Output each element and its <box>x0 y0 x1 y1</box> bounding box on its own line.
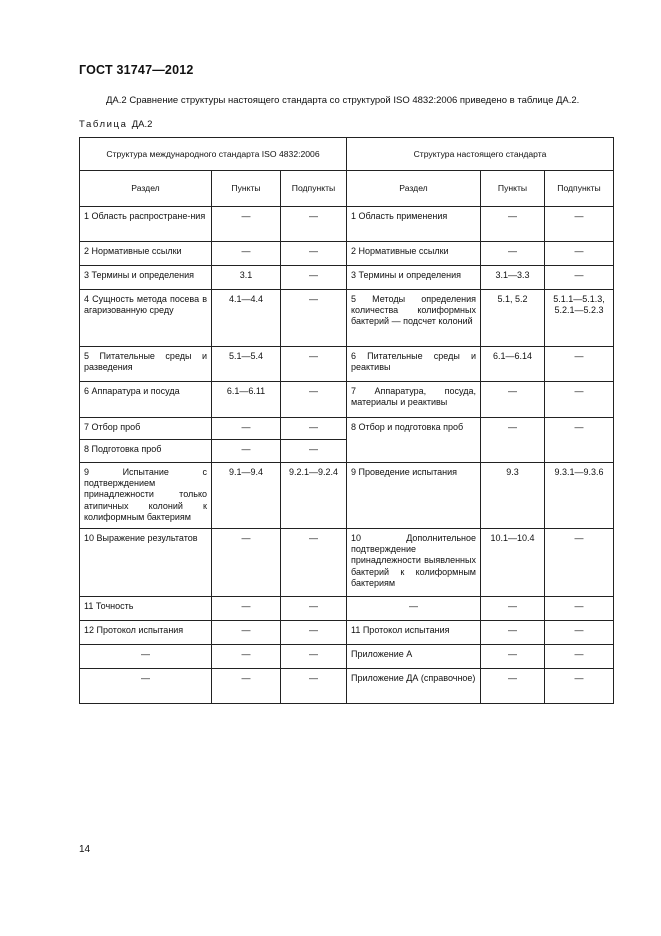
table-row <box>80 347 614 382</box>
table-row <box>80 645 614 669</box>
table-row <box>80 382 614 418</box>
col-header-gost-section: Раздел <box>347 171 481 207</box>
gost-subclauses: — <box>545 597 614 621</box>
col-header-iso-clauses: Пункты <box>212 171 281 207</box>
iso-section: 9 Испытание с подтверждением принадлежности только атипичных колоний к колиформным бактериям <box>80 463 212 529</box>
gost-clauses: — <box>481 669 545 704</box>
iso-subclauses: — <box>281 440 347 463</box>
table-row <box>80 290 614 347</box>
gost-subclauses: — <box>545 621 614 645</box>
gost-clauses: — <box>481 645 545 669</box>
gost-clauses: — <box>481 418 545 463</box>
table-row <box>80 266 614 290</box>
gost-subclauses: — <box>545 669 614 704</box>
iso-subclauses: — <box>281 290 347 347</box>
iso-clauses: — <box>212 418 281 440</box>
intro-paragraph: ДА.2 Сравнение структуры настоящего стандарта со структурой ISO 4832:2006 приведено в таблице ДА.2. <box>106 95 580 106</box>
iso-clauses: — <box>212 242 281 266</box>
iso-clauses: — <box>212 621 281 645</box>
iso-section: 12 Протокол испытания <box>80 621 212 645</box>
iso-subclauses: 9.2.1—9.2.4 <box>281 463 347 529</box>
iso-section: 4 Сущность метода посева в агаризованную среду <box>80 290 212 347</box>
gost-section: 3 Термины и определения <box>347 266 481 290</box>
gost-subclauses: — <box>545 529 614 597</box>
gost-section: — <box>347 597 481 621</box>
document-header: ГОСТ 31747—2012 <box>79 63 194 77</box>
gost-subclauses: — <box>545 347 614 382</box>
gost-subclauses: 5.1.1—5.1.3, 5.2.1—5.2.3 <box>545 290 614 347</box>
iso-subclauses: — <box>281 418 347 440</box>
iso-clauses: 3.1 <box>212 266 281 290</box>
iso-section: 1 Область распростране-ния <box>80 207 212 242</box>
iso-subclauses: — <box>281 645 347 669</box>
col-header-gost-clauses: Пункты <box>481 171 545 207</box>
table-row <box>80 207 614 242</box>
comparison-table <box>79 137 614 704</box>
iso-clauses: — <box>212 207 281 242</box>
iso-section: 11 Точность <box>80 597 212 621</box>
iso-clauses: 5.1—5.4 <box>212 347 281 382</box>
table-row <box>80 621 614 645</box>
iso-clauses: — <box>212 645 281 669</box>
iso-clauses: — <box>212 440 281 463</box>
gost-section: 10 Дополнительное подтверждение принадлежности выявленных бактерий к колиформным бактериям <box>347 529 481 597</box>
table-caption-number: ДА.2 <box>131 119 153 130</box>
iso-clauses: — <box>212 669 281 704</box>
table-row <box>80 529 614 597</box>
gost-section: 5 Методы определения количества колиформных бактерий — подсчет колоний <box>347 290 481 347</box>
table-row <box>80 669 614 704</box>
gost-section: 7 Аппаратура, посуда, материалы и реактивы <box>347 382 481 418</box>
gost-clauses: — <box>481 207 545 242</box>
iso-section: 8 Подготовка проб <box>80 440 212 463</box>
iso-section: 5 Питательные среды и разведения <box>80 347 212 382</box>
table-caption <box>79 119 152 130</box>
col-header-gost-subclauses: Подпункты <box>545 171 614 207</box>
gost-subclauses: — <box>545 266 614 290</box>
iso-clauses: 9.1—9.4 <box>212 463 281 529</box>
gost-clauses: 10.1—10.4 <box>481 529 545 597</box>
col-header-iso-section: Раздел <box>80 171 212 207</box>
gost-subclauses: — <box>545 382 614 418</box>
iso-section: 2 Нормативные ссылки <box>80 242 212 266</box>
gost-subclauses: — <box>545 645 614 669</box>
gost-section: 9 Проведение испытания <box>347 463 481 529</box>
iso-section: — <box>80 645 212 669</box>
iso-clauses: — <box>212 529 281 597</box>
iso-subclauses: — <box>281 621 347 645</box>
page-number: 14 <box>79 844 91 855</box>
gost-section: 11 Протокол испытания <box>347 621 481 645</box>
gost-clauses: 3.1—3.3 <box>481 266 545 290</box>
gost-section: Приложение А <box>347 645 481 669</box>
iso-section: — <box>80 669 212 704</box>
gost-clauses: 9.3 <box>481 463 545 529</box>
iso-section: 3 Термины и определения <box>80 266 212 290</box>
table-row <box>80 418 614 440</box>
gost-clauses: — <box>481 597 545 621</box>
iso-subclauses: — <box>281 382 347 418</box>
group-header-iso: Структура международного стандарта ISO 4832:2006 <box>80 138 347 171</box>
gost-clauses: 6.1—6.14 <box>481 347 545 382</box>
gost-clauses: — <box>481 242 545 266</box>
iso-section: 10 Выражение результатов <box>80 529 212 597</box>
table-row <box>80 242 614 266</box>
gost-section: 1 Область применения <box>347 207 481 242</box>
gost-section: Приложение ДА (справочное) <box>347 669 481 704</box>
iso-subclauses: — <box>281 242 347 266</box>
gost-subclauses: — <box>545 207 614 242</box>
iso-section: 7 Отбор проб <box>80 418 212 440</box>
iso-subclauses: — <box>281 669 347 704</box>
gost-subclauses: — <box>545 242 614 266</box>
gost-section: 8 Отбор и подготовка проб <box>347 418 481 463</box>
gost-clauses: — <box>481 621 545 645</box>
table-row <box>80 597 614 621</box>
iso-section: 6 Аппаратура и посуда <box>80 382 212 418</box>
group-header-gost: Структура настоящего стандарта <box>347 138 614 171</box>
iso-subclauses: — <box>281 207 347 242</box>
iso-subclauses: — <box>281 529 347 597</box>
gost-subclauses: — <box>545 418 614 463</box>
gost-clauses: — <box>481 382 545 418</box>
gost-subclauses: 9.3.1—9.3.6 <box>545 463 614 529</box>
gost-clauses: 5.1, 5.2 <box>481 290 545 347</box>
table-row <box>80 463 614 529</box>
table-caption-word: Таблица <box>79 119 128 130</box>
iso-clauses: — <box>212 597 281 621</box>
iso-clauses: 6.1—6.11 <box>212 382 281 418</box>
iso-subclauses: — <box>281 266 347 290</box>
iso-subclauses: — <box>281 597 347 621</box>
iso-subclauses: — <box>281 347 347 382</box>
col-header-iso-subclauses: Подпункты <box>281 171 347 207</box>
gost-section: 2 Нормативные ссылки <box>347 242 481 266</box>
gost-section: 6 Питательные среды и реактивы <box>347 347 481 382</box>
iso-clauses: 4.1—4.4 <box>212 290 281 347</box>
